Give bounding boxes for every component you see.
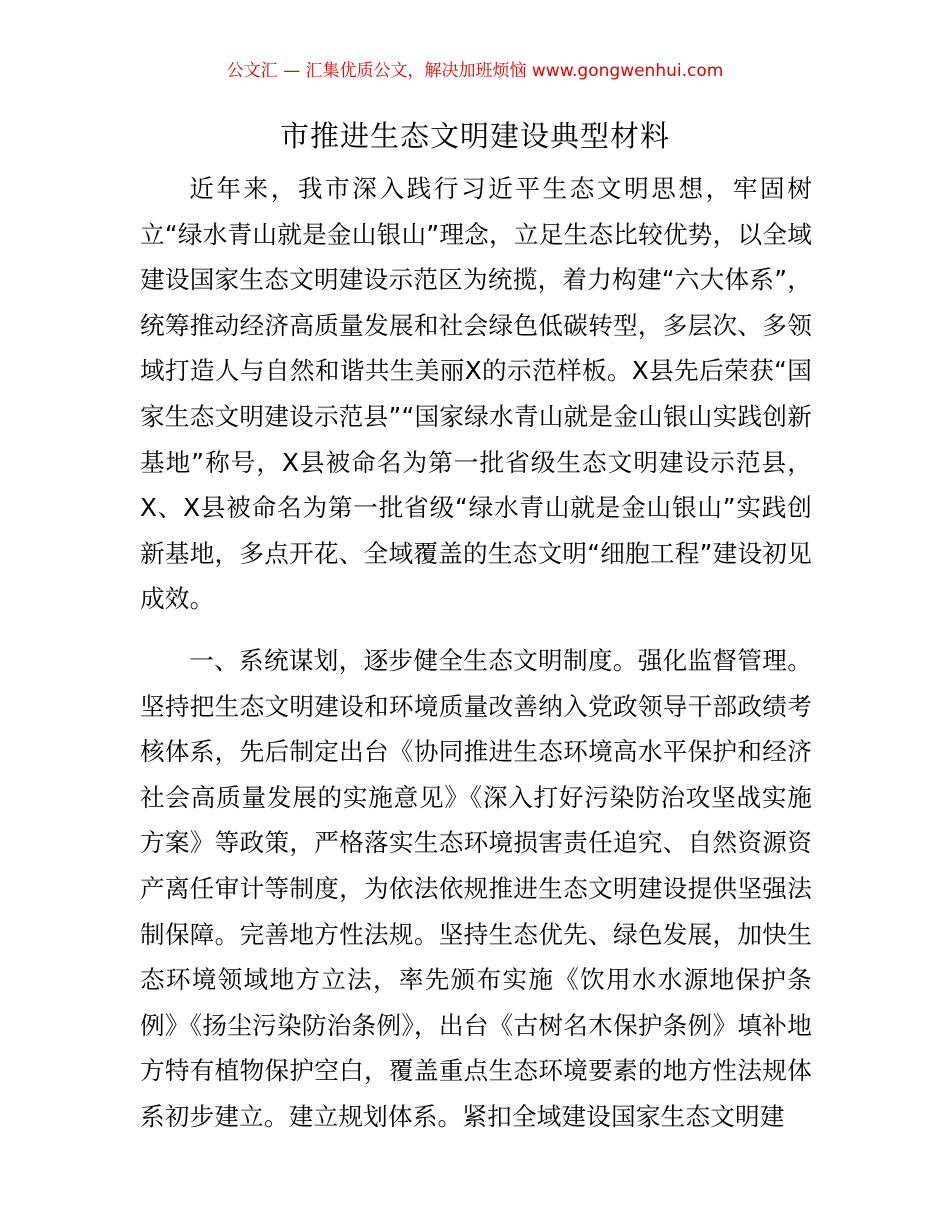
page-title: 市推进生态文明建设典型材料 [279,119,670,153]
paragraph-intro: 近年来，我市深入践行习近平生态文明思想，牢固树立“绿水青山就是金山银山”理念，立足生态比较优势，以全域建设国家生态文明建设示范区为统揽，着力构建“六大体系”，统筹推动经济高质量发展和社会绿色低碳转型，多层次、多领域打造人与自然和谐共生美丽X的示范样板。X县先后荣获“国家生态文明建设示范县”“国家绿水青山就是金山银山实践创新基地”称号，X县被命名为第一批省级生态文明建设示范县，X、X县被命名为第一批省级“绿水青山就是金山银山”实践创新基地，多点开花、全域覆盖的生态文明“细胞工程”建设初见成效。 [140,174,812,614]
paragraph-section-one: 一、系统谋划，逐步健全生态文明制度。强化监督管理。坚持把生态文明建设和环境质量改善纳入党政领导干部政绩考核体系，先后制定出台《协同推进生态环境高水平保护和经济社会高质量发展的实施意见》《深入打好污染防治攻坚战实施方案》等政策，严格落实生态环境损害责任追究、自然资源资产离任审计等制度，为依法依规推进生态文明建设提供坚强法制保障。完善地方性法规。坚持生态优先、绿色发展，加快生态环境领域地方立法，率先颁布实施《饮用水水源地保护条例》《扬尘污染防治条例》，出台《古树名木保护条例》填补地方特有植物保护空白，覆盖重点生态环境要素的地方性法规体系初步建立。建立规划体系。紧扣全域建设国家生态文明建 [140,645,812,1131]
document-body [140,166,812,1139]
header-banner: 公文汇 — 汇集优质公文，解决加班烦恼 www.gongwenhui.com [226,61,724,81]
